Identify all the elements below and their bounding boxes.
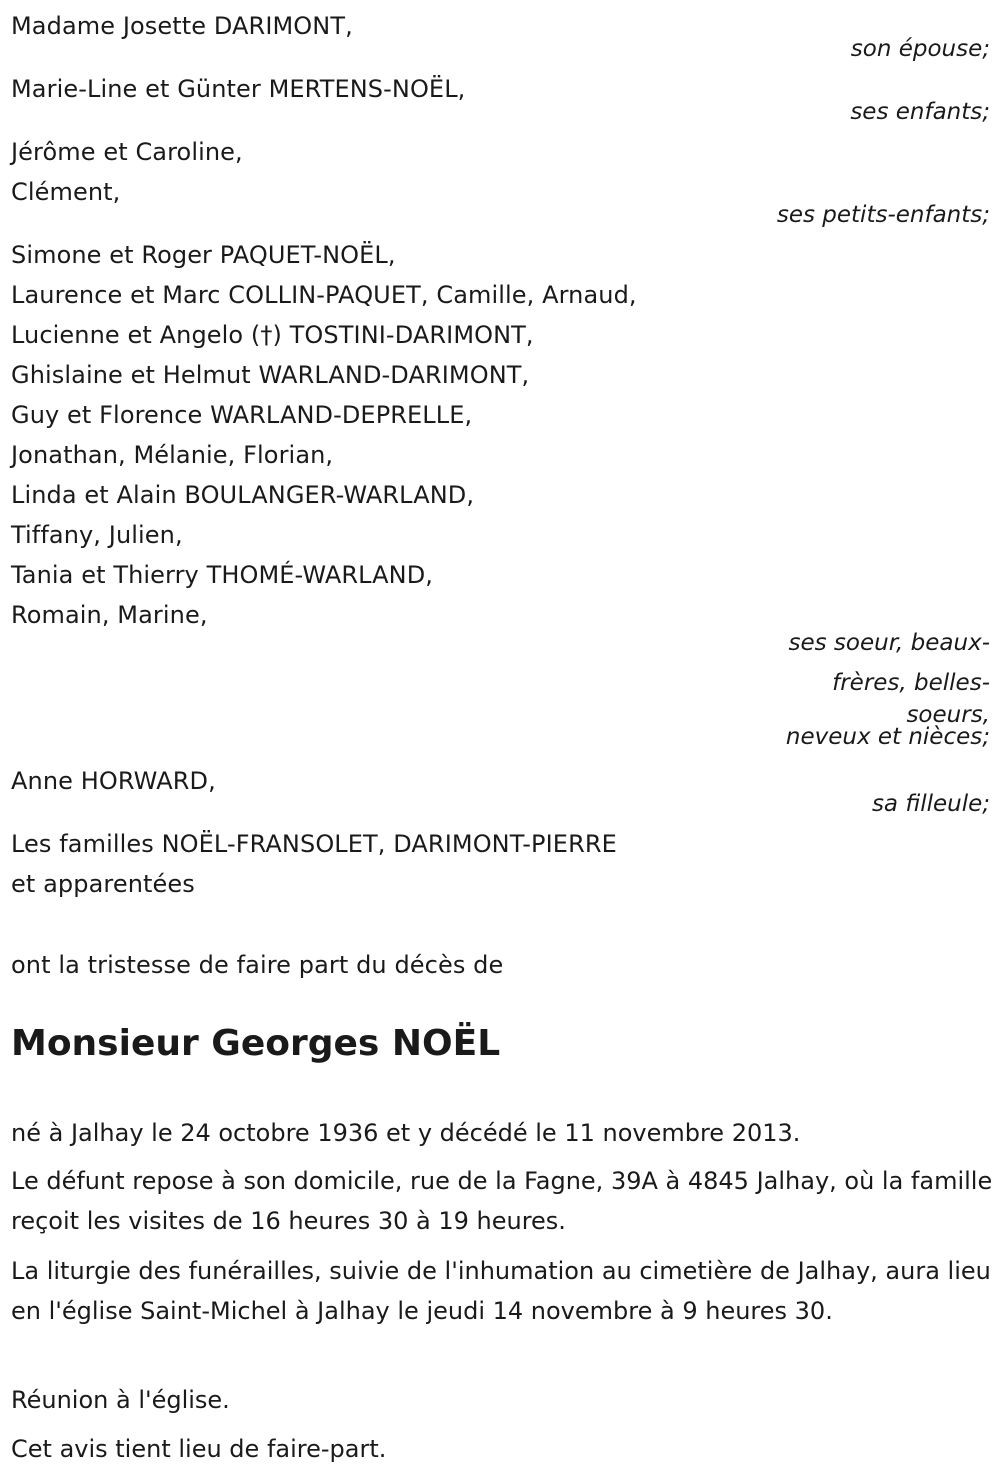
relative-line: Simone et Roger PAQUET-NOËL, [11, 241, 396, 269]
relative-line: Tania et Thierry THOMÉ-WARLAND, [11, 561, 434, 589]
relative-line: Tiffany, Julien, [11, 521, 183, 549]
children-role: ses enfants; [850, 99, 990, 125]
notice-text: Cet avis tient lieu de faire-part. [11, 1435, 387, 1463]
relative-line: Linda et Alain BOULANGER-WARLAND, [11, 481, 475, 509]
relative-line: Laurence et Marc COLLIN-PAQUET, Camille, Arnaud, [11, 281, 637, 309]
relative-line: Ghislaine et Helmut WARLAND-DARIMONT, [11, 361, 530, 389]
grandchildren-line: Clément, [11, 178, 121, 206]
birth-death-text: né à Jalhay le 24 octobre 1936 et y décédé le 11 novembre 2013. [11, 1119, 801, 1147]
relatives-role [750, 623, 990, 749]
grandchildren-line: Jérôme et Caroline, [11, 138, 243, 166]
relative-line: Romain, Marine, [11, 601, 208, 629]
funeral-text: La liturgie des funérailles, suivie de l'inhumation au cimetière de Jalhay, aura lieu en l'église Saint-Michel à Jalhay le jeudi 14 novembre à 9 heures 30. [11, 1257, 991, 1325]
grandchildren-role: ses petits-enfants; [776, 202, 990, 228]
families-line: et apparentées [11, 870, 195, 898]
spouse-role: son épouse; [850, 36, 990, 62]
goddaughter-role: sa filleule; [871, 791, 990, 817]
announcement-text: ont la tristesse de faire part du décès de [11, 951, 504, 979]
children-name: Marie-Line et Günter MERTENS-NOËL, [11, 75, 466, 103]
families-line: Les familles NOËL-FRANSOLET, DARIMONT-PIERRE [11, 830, 617, 858]
visitation-text: Le défunt repose à son domicile, rue de la Fagne, 39A à 4845 Jalhay, où la famille reçoit les visites de 16 heures 30 à 19 heures. [11, 1167, 993, 1235]
deceased-name: Monsieur Georges NOËL [11, 1023, 501, 1064]
relatives-role-line: neveux et nièces; [785, 724, 990, 750]
relatives-role-line: soeurs, [906, 702, 990, 728]
relative-line: Lucienne et Angelo (†) TOSTINI-DARIMONT, [11, 321, 534, 349]
relative-line: Jonathan, Mélanie, Florian, [11, 441, 334, 469]
spouse-name: Madame Josette DARIMONT, [11, 12, 353, 40]
meeting-text: Réunion à l'église. [11, 1386, 230, 1414]
goddaughter-name: Anne HORWARD, [11, 767, 216, 795]
relatives-role-line: ses soeur, beaux- [788, 630, 990, 656]
relatives-role-line: frères, belles- [832, 670, 990, 696]
relative-line: Guy et Florence WARLAND-DEPRELLE, [11, 401, 473, 429]
